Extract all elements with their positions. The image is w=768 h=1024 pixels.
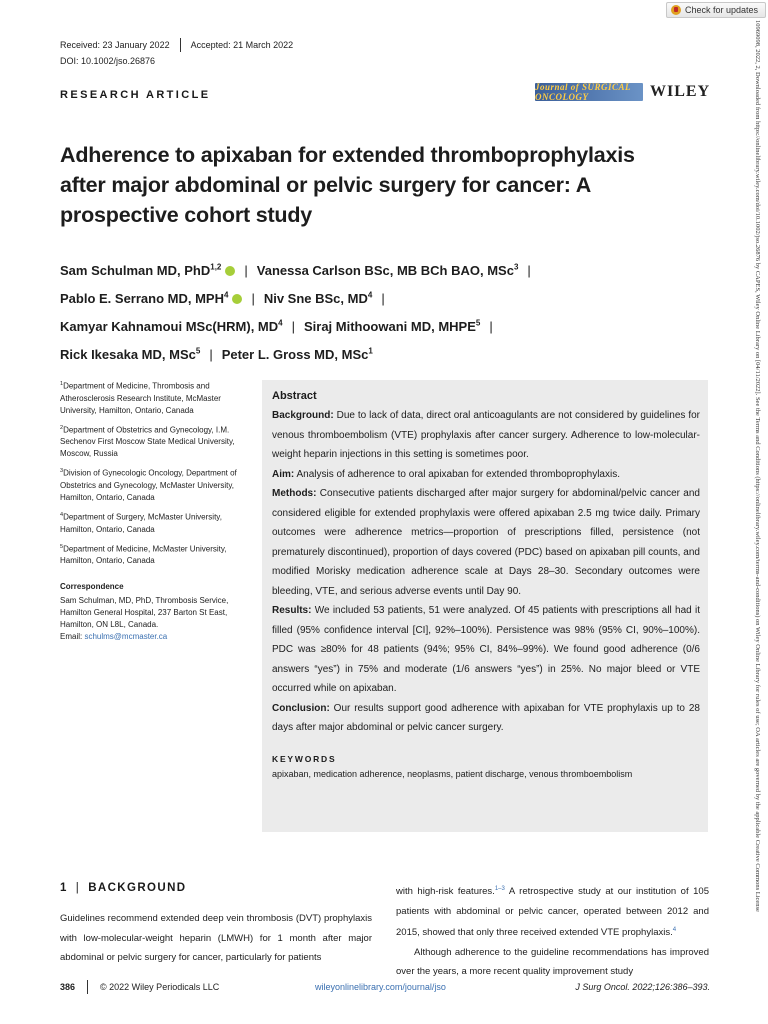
citation: J Surg Oncol. 2022;126:386–393.	[575, 982, 710, 992]
article-title: Adherence to apixaban for extended thromboprophylaxis after major abdominal or pelvic surgery for cancer: A prospective cohort study	[60, 143, 635, 227]
abstract-background: Background: Due to lack of data, direct oral anticoagulants are not considered by guidelines for venous thromboembolism (VTE) prophylaxis after cancer surgery. Adherence to low‐molecular‐weight heparin injections in this setting is sometimes poor.	[272, 410, 700, 460]
correspondence-text: Sam Schulman, MD, PhD, Thrombosis Service, Hamilton General Hospital, 237 Barton St East, Hamilton, ON L8L, Canada. Email: schulms@mcmaster.ca	[60, 596, 229, 642]
affiliation: $^3$Division of Gynecologic Oncology, Department of Obstetrics and Gynecology, McMaster University, Hamilton, Ontario, Canada	[60, 468, 237, 502]
citation-link[interactable]: 1–3	[494, 886, 505, 892]
abstract-title: Abstract	[272, 390, 317, 402]
author-name[interactable]: Siraj Mithoowani MD, MHPE$^5$	[303, 318, 481, 334]
author-line: Sam Schulman MD, PhD$^{1,2}$ | Vanessa Carlson BSc, MB BCh BAO, MSc$^3$ |	[60, 263, 531, 279]
check-for-updates-label: Check for updates	[685, 5, 759, 15]
paragraph: Although adherence to the guideline recommendations has improved over the years, a more recent quality improvement study	[396, 946, 709, 978]
journal-link[interactable]: wileyonlinelibrary.com/journal/jso	[315, 982, 446, 992]
article-dates	[60, 38, 293, 52]
affiliations	[60, 378, 255, 643]
author-name[interactable]: Rick Ikesaka MD, MSc$^5$	[60, 346, 201, 362]
doi: DOI: 10.1002/jso.26876	[60, 56, 156, 66]
abstract-box	[262, 380, 708, 832]
keywords-heading: KEYWORDS	[272, 753, 337, 764]
author-line: Kamyar Kahnamoui MSc(HRM), $MD^4$ | Siraj Mithoowani MD, MHPE$^5$ |	[60, 318, 493, 334]
page-footer	[60, 980, 710, 994]
author-name[interactable]: Sam Schulman MD, PhD$^{1,2}$	[60, 263, 222, 279]
author-name[interactable]: Peter L. Gross MD, MSc$^1$	[221, 346, 373, 362]
keywords-list: apixaban, medication adherence, neoplasms, patient discharge, venous thromboembolism	[272, 768, 633, 779]
paragraph: with high‐risk features.$^{1-3}$ A retrospective study at our institution of 105 patients with abdominal or pelvic cancer, operated between 2012 and 2015, showed that only three received extended VTE prophylaxis.$^4$	[396, 886, 709, 939]
email-link[interactable]: schulms@mcmaster.ca	[84, 632, 168, 642]
affiliation: $^5$Department of Medicine, McMaster University, Hamilton, Ontario, Canada	[60, 543, 227, 566]
journal-logo: Journal of SURGICAL ONCOLOGY	[535, 83, 643, 101]
author-name[interactable]: Vanessa Carlson BSc, MB BCh BAO, MSc$^3$	[256, 263, 519, 279]
affiliation: $^1$Department of Medicine, Thrombosis and Atherosclerosis Research Institute, McMaster University, Hamilton, Ontario, Canada	[60, 381, 221, 415]
body-column-right	[396, 880, 709, 982]
page-number: 386	[60, 982, 76, 992]
affiliation: $^2$Department of Obstetrics and Gynecology, I.M. Sechenov First Moscow State Medical University, Moscow, Russia	[60, 424, 235, 459]
citation-link[interactable]: 4	[672, 927, 677, 934]
abstract-methods: Methods: Consecutive patients discharged after major surgery for abdominal/pelvic cancer and considered eligible for extended prophylaxis were offered apixaban 2.5 mg twice daily. Primary outcomes were adherence metrics—proportion of prescriptions filled, persistence (not prematurely discontinued), proportion of days covered (PDC) based on apixaban pill counts, and modified Morisky medication adherence scale at Days 28–30. Secondary outcomes were bleeding, VTE, and serious adverse events until Day 90.	[272, 488, 700, 597]
download-notice-strip: 10969098, 2022, 2, Downloaded from https://onlinelibrary.wiley.com/doi/10.1002/jso.26876 by CAPES, Wiley Online Library on [04/11/2022]. See the Terms and Conditions (https://onlinelibrary.wiley.com/terms-and-conditions) on Wiley Online Library for rules of use; OA articles are governed by the applicable Creative Commons License	[754, 20, 761, 912]
article-type: RESEARCH ARTICLE	[60, 89, 211, 101]
author-line: Rick Ikesaka MD, MSc$^5$ | Peter L. Gross MD, MSc$^1$	[60, 346, 373, 362]
abstract-text	[272, 406, 700, 738]
abstract-conclusion: Conclusion: Our results support good adherence with apixaban for VTE prophylaxis up to 28 days after major abdominal or pelvic cancer surgery.	[272, 702, 700, 733]
publisher-logo: WILEY	[650, 83, 711, 100]
abstract-results: Results: We included 53 patients, 51 were analyzed. Of 45 patients with prescriptions all had it filled (95% confidence interval [CI], 92%–100%). Persistence was 98% (95% CI, 90%–100%). PDC was ≥80% for 48 patients (94%; 95% CI, 84%–99%). We found good adherence (0/6 answers “yes”) in 75% and moderate (1/6 answers “yes”) in 25%. No major bleed or VTE occurred while on apixaban.	[272, 605, 700, 694]
author-name[interactable]: Pablo E. Serrano MD, MPH$^4$	[60, 290, 229, 307]
received-date: Received: 23 January 2022	[60, 40, 170, 50]
section-heading: 1 | BACKGROUND	[60, 882, 187, 894]
crossmark-icon	[671, 5, 681, 15]
check-for-updates-button[interactable]	[666, 2, 766, 18]
author-line: Pablo E. Serrano MD, MPH$^4$ | Niv Sne BSc, $MD^4$ |	[60, 290, 385, 307]
body-column-left: Guidelines recommend extended deep vein thrombosis (DVT) prophylaxis with low‐molecular‐weight heparin (LMWH) for 1 month after major abdominal or pelvic surgery for cancer, particularly for patients	[60, 913, 372, 963]
author-list	[60, 256, 700, 367]
correspondence-heading: Correspondence	[60, 582, 124, 592]
divider	[180, 38, 181, 52]
orcid-icon[interactable]	[232, 294, 242, 304]
author-name[interactable]: Kamyar Kahnamoui MSc(HRM), $MD^4$	[60, 318, 283, 334]
author-name[interactable]: Niv Sne BSc, $MD^4$	[263, 290, 373, 307]
orcid-icon[interactable]	[225, 266, 235, 276]
divider	[87, 980, 88, 994]
affiliation: $^4$Department of Surgery, McMaster University, Hamilton, Ontario, Canada	[60, 511, 222, 534]
copyright: © 2022 Wiley Periodicals LLC	[100, 982, 220, 992]
accepted-date: Accepted: 21 March 2022	[190, 40, 294, 50]
abstract-aim: Aim: Analysis of adherence to oral apixaban for extended thromboprophylaxis.	[272, 468, 620, 480]
